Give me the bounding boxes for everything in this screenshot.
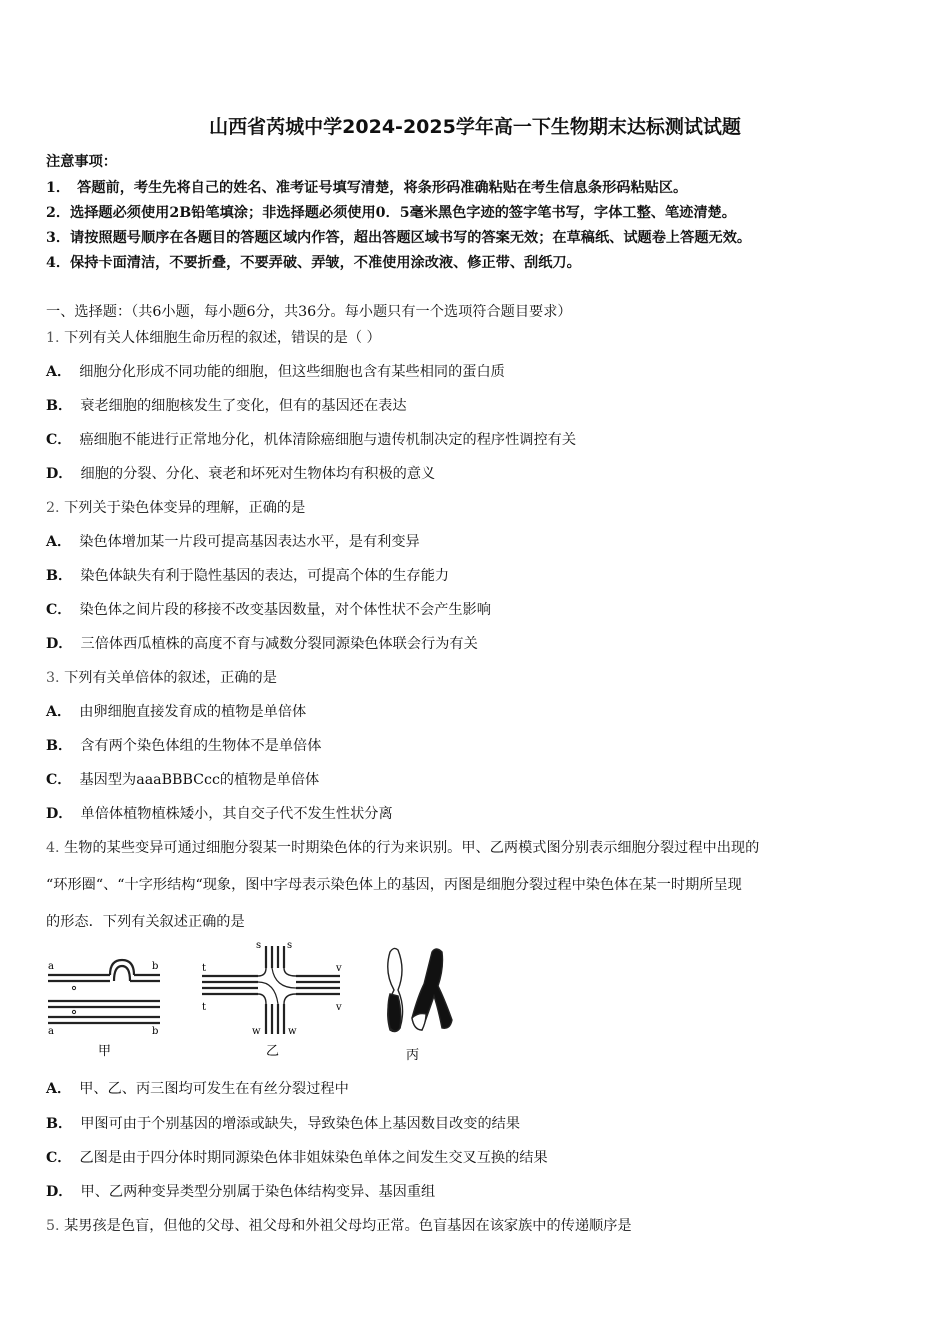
- option-text: 衰老细胞的细胞核发生了变化，但有的基因还在表达: [80, 398, 407, 414]
- option-letter: B．: [46, 738, 73, 754]
- option-letter: C．: [46, 602, 72, 618]
- option-letter: D．: [46, 1184, 73, 1200]
- gene-label: t: [202, 963, 207, 974]
- option-text: 染色体缺失有利于隐性基因的表达，可提高个体的生存能力: [80, 568, 450, 584]
- option-letter: D．: [46, 806, 73, 822]
- notice-heading: 注意事项：: [46, 154, 117, 170]
- gene-label: w: [288, 1026, 297, 1037]
- question-stem-continued: 的形态．下列有关叙述正确的是: [46, 914, 245, 930]
- question-stem: 下列有关单倍体的叙述，正确的是: [64, 670, 277, 686]
- question-stem-continued: “环形圈“、“十字形结构“现象，图中字母表示染色体上的基因，丙图是细胞分裂过程中染色体在某一时期所呈现: [46, 877, 742, 893]
- option-row: [46, 463, 906, 483]
- figure-bing: [388, 948, 452, 1031]
- notice-item: 3．请按照题号顺序在各题目的答题区域内作答，超出答题区域书写的答案无效；在草稿纸、试题卷上答题无效。: [46, 230, 752, 246]
- figure-yi: [202, 946, 340, 1034]
- gene-label: s: [287, 940, 293, 951]
- question-stem: 某男孩是色盲，但他的父母、祖父母和外祖父母均正常。色盲基因在该家族中的传递顺序是: [64, 1218, 632, 1234]
- question-number: 2.: [46, 500, 60, 516]
- question-stem: 生物的某些变异可通过细胞分裂某一时期染色体的行为来识别。甲、乙两模式图分别表示细胞分裂过程中出现的: [64, 840, 760, 856]
- notice-item: 2．选择题必须使用2B铅笔填涂；非选择题必须使用0．5毫米黑色字迹的签字笔书写，字体工整、笔迹清楚。: [46, 205, 736, 221]
- option-row: [46, 531, 906, 551]
- option-row: [46, 1113, 906, 1133]
- option-row: [46, 395, 906, 415]
- option-letter: A．: [46, 534, 72, 550]
- option-row: [46, 769, 906, 789]
- gene-label: s: [256, 940, 262, 951]
- option-letter: D．: [46, 636, 73, 652]
- option-letter: B．: [46, 398, 73, 414]
- question-number: 4.: [46, 840, 60, 856]
- notice-item: 1． 答题前，考生先将自己的姓名、准考证号填写清楚，将条形码准确粘贴在考生信息条形码粘贴区。: [46, 180, 688, 196]
- option-letter: B．: [46, 1116, 73, 1132]
- gene-label: b: [152, 1026, 159, 1037]
- option-row: [46, 1078, 906, 1098]
- gene-label: a: [48, 961, 54, 972]
- option-row: [46, 735, 906, 755]
- figure-caption-yi: 乙: [266, 1044, 280, 1059]
- option-letter: C．: [46, 432, 72, 448]
- option-row: [46, 429, 906, 449]
- option-row: [46, 565, 906, 585]
- question-stem: 下列有关人体细胞生命历程的叙述，错误的是（ ）: [64, 330, 381, 346]
- option-letter: D．: [46, 466, 73, 482]
- figure-caption-bing: 丙: [406, 1048, 420, 1063]
- question-4: [46, 837, 906, 857]
- question-stem: 下列关于染色体变异的理解，正确的是: [64, 500, 306, 516]
- figure-svg: [40, 938, 460, 1068]
- gene-label: w: [252, 1026, 261, 1037]
- option-row: [46, 1147, 906, 1167]
- option-text: 含有两个染色体组的生物体不是单倍体: [80, 738, 322, 754]
- option-letter: A．: [46, 704, 72, 720]
- option-text: 单倍体植物植株矮小，其自交子代不发生性状分离: [80, 806, 393, 822]
- option-row: [46, 361, 906, 381]
- option-text: 细胞分化形成不同功能的细胞，但这些细胞也含有某些相同的蛋白质: [79, 364, 505, 380]
- option-row: [46, 701, 906, 721]
- chromosome-figures: [40, 938, 460, 1068]
- option-text: 甲、乙、丙三图均可发生在有丝分裂过程中: [79, 1081, 349, 1097]
- gene-label: a: [48, 1026, 54, 1037]
- question-1: [46, 327, 906, 347]
- question-5: [46, 1215, 906, 1235]
- question-number: 5.: [46, 1218, 60, 1234]
- figure-caption-jia: 甲: [98, 1044, 112, 1059]
- option-text: 三倍体西瓜植株的高度不育与减数分裂同源染色体联会行为有关: [80, 636, 478, 652]
- option-letter: B．: [46, 568, 73, 584]
- option-letter: C．: [46, 772, 72, 788]
- option-row: [46, 1181, 906, 1201]
- option-text: 由卵细胞直接发育成的植物是单倍体: [79, 704, 307, 720]
- gene-label: v: [336, 1002, 342, 1013]
- gene-label: v: [336, 963, 342, 974]
- option-text: 染色体之间片段的移接不改变基因数量，对个体性状不会产生影响: [79, 602, 491, 618]
- gene-label: t: [202, 1002, 207, 1013]
- figure-jia: [48, 960, 160, 1023]
- option-text: 细胞的分裂、分化、衰老和坏死对生物体均有积极的意义: [80, 466, 436, 482]
- gene-label: b: [152, 961, 159, 972]
- page-title: 山西省芮城中学2024-2025学年高一下生物期末达标测试试题: [209, 116, 741, 138]
- option-text: 甲图可由于个别基因的增添或缺失，导致染色体上基因数目改变的结果: [80, 1116, 521, 1132]
- question-3: [46, 667, 906, 687]
- question-number: 3.: [46, 670, 60, 686]
- option-text: 基因型为aaaBBBCcc的植物是单倍体: [79, 772, 320, 788]
- option-row: [46, 633, 906, 653]
- option-row: [46, 599, 906, 619]
- option-text: 染色体增加某一片段可提高基因表达水平，是有利变异: [79, 534, 420, 550]
- option-text: 癌细胞不能进行正常地分化，机体清除癌细胞与遗传机制决定的程序性调控有关: [79, 432, 577, 448]
- option-letter: A．: [46, 1081, 72, 1097]
- option-letter: C．: [46, 1150, 72, 1166]
- question-2: [46, 497, 906, 517]
- section-heading: 一、选择题：（共6小题，每小题6分，共36分。每小题只有一个选项符合题目要求）: [46, 304, 572, 320]
- option-text: 甲、乙两种变异类型分别属于染色体结构变异、基因重组: [80, 1184, 436, 1200]
- notice-item: 4．保持卡面清洁，不要折叠，不要弄破、弄皱，不准使用涂改液、修正带、刮纸刀。: [46, 255, 581, 271]
- option-letter: A．: [46, 364, 72, 380]
- option-text: 乙图是由于四分体时期同源染色体非姐妹染色单体之间发生交叉互换的结果: [79, 1150, 548, 1166]
- question-number: 1.: [46, 330, 60, 346]
- option-row: [46, 803, 906, 823]
